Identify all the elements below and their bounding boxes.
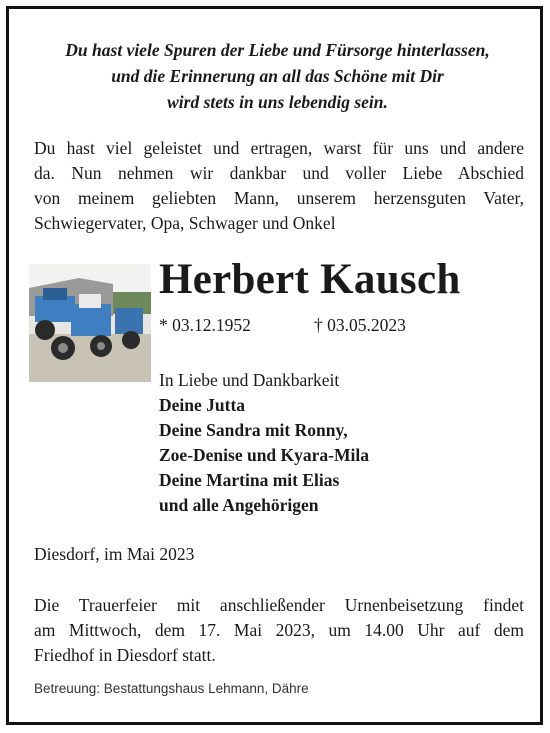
birth-date-value: 03.12.1952 [172,315,251,335]
intro-line-3: von meinem geliebten Mann, unserem herzensguten Vater, [34,188,524,208]
intro-line-2: da. Nun nehmen wir dankbar und voller Liebe Abschied [34,163,524,183]
mourner-line: Zoe-Denise und Kyara-Mila [159,445,369,465]
deceased-name: Herbert Kausch [159,256,461,303]
mourner-line: und alle Angehörigen [159,495,319,515]
ceremony-line-2: am Mittwoch, dem 17. Mai 2023, um 14.00 Uhr auf dem [34,620,524,640]
motto-line-2: und die Erinnerung an all das Schöne mit Dir [111,66,444,86]
mourner-line: Deine Sandra mit Ronny, [159,420,348,440]
obituary-card [6,6,543,725]
intro-line-4: Schwiegervater, Opa, Schwager und Onkel [34,213,336,233]
mourners-intro: In Liebe und Dankbarkeit [159,370,340,390]
funeral-home-credit: Betreuung: Bestattungshaus Lehmann, Dähre [34,681,309,696]
death-symbol: † [314,315,323,335]
death-date-value: 03.05.2023 [327,315,406,335]
death-date [314,313,406,338]
tractor-photo-icon [29,264,151,382]
ceremony-line-3: Friedhof in Diesdorf statt. [34,645,216,665]
intro-line-1: Du hast viel geleistet und ertragen, warst für uns und andere [34,138,524,158]
place-date: Diesdorf, im Mai 2023 [34,544,195,564]
motto-line-1: Du hast viele Spuren der Liebe und Fürsorge hinterlassen, [65,40,490,60]
mourner-line: Deine Jutta [159,395,246,415]
motto-line-3: wird stets in uns lebendig sein. [167,92,388,112]
birth-date [159,313,251,338]
mourner-line: Deine Martina mit Elias [159,470,340,490]
ceremony-line-1: Die Trauerfeier mit anschließender Urnenbeisetzung findet [34,595,524,615]
birth-symbol: * [159,315,168,335]
